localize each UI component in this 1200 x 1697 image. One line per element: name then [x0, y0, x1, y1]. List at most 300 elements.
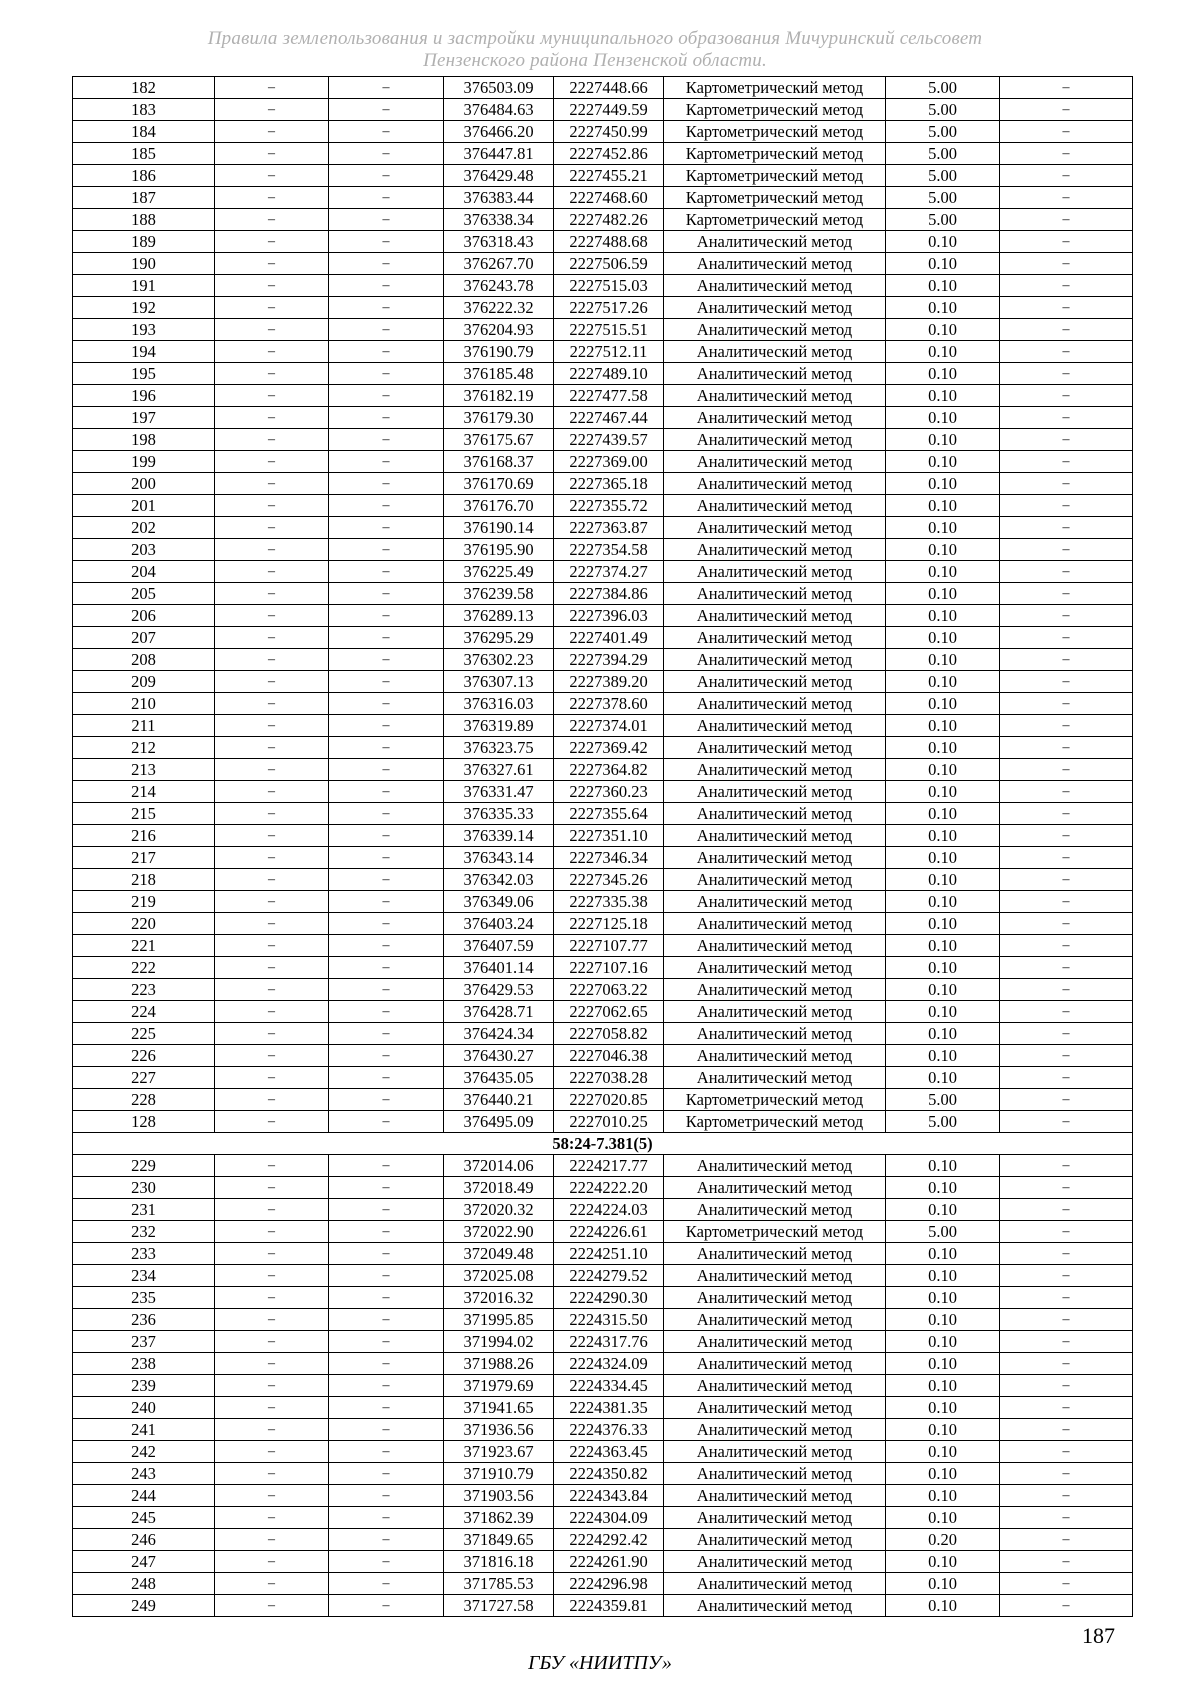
method: Аналитический метод [664, 275, 886, 297]
cell-col-3: – [329, 1331, 444, 1353]
table-row [73, 1485, 1133, 1507]
cell-col-2: – [215, 1397, 329, 1419]
cell-col-3: – [329, 957, 444, 979]
point-number: 204 [73, 561, 215, 583]
precision: 0.10 [886, 1375, 1000, 1397]
coord-x: 372022.90 [444, 1221, 554, 1243]
section-code: 58:24-7.381(5) [73, 1133, 1133, 1155]
precision: 5.00 [886, 209, 1000, 231]
cell-col-2: – [215, 627, 329, 649]
cell-col-8: – [1000, 693, 1133, 715]
precision: 5.00 [886, 77, 1000, 99]
method: Аналитический метод [664, 253, 886, 275]
cell-col-8: – [1000, 341, 1133, 363]
cell-col-3: – [329, 1111, 444, 1133]
cell-col-2: – [215, 1089, 329, 1111]
coord-y: 2224363.45 [554, 1441, 664, 1463]
precision: 0.10 [886, 341, 1000, 363]
cell-col-3: – [329, 1419, 444, 1441]
precision: 0.10 [886, 1551, 1000, 1573]
cell-col-8: – [1000, 1265, 1133, 1287]
coord-x: 376403.24 [444, 913, 554, 935]
cell-col-3: – [329, 1375, 444, 1397]
coord-x: 376190.79 [444, 341, 554, 363]
coord-y: 2227439.57 [554, 429, 664, 451]
coord-y: 2227355.72 [554, 495, 664, 517]
coord-y: 2227450.99 [554, 121, 664, 143]
method: Картометрический метод [664, 187, 886, 209]
coord-x: 372020.32 [444, 1199, 554, 1221]
point-number: 183 [73, 99, 215, 121]
method: Аналитический метод [664, 1485, 886, 1507]
table-row [73, 319, 1133, 341]
cell-col-8: – [1000, 231, 1133, 253]
method: Аналитический метод [664, 957, 886, 979]
cell-col-2: – [215, 1155, 329, 1177]
cell-col-2: – [215, 429, 329, 451]
table-row [73, 1529, 1133, 1551]
coord-x: 376176.70 [444, 495, 554, 517]
cell-col-2: – [215, 1419, 329, 1441]
table-row [73, 1199, 1133, 1221]
cell-col-3: – [329, 429, 444, 451]
table-row [73, 1265, 1133, 1287]
table-row [73, 121, 1133, 143]
point-number: 228 [73, 1089, 215, 1111]
coord-y: 2227038.28 [554, 1067, 664, 1089]
cell-col-3: – [329, 737, 444, 759]
precision: 0.10 [886, 1309, 1000, 1331]
coord-y: 2227369.42 [554, 737, 664, 759]
coord-y: 2227396.03 [554, 605, 664, 627]
coord-y: 2227401.49 [554, 627, 664, 649]
table-row [73, 407, 1133, 429]
method: Аналитический метод [664, 1419, 886, 1441]
precision: 0.10 [886, 957, 1000, 979]
cell-col-3: – [329, 1287, 444, 1309]
method: Аналитический метод [664, 385, 886, 407]
coord-x: 376447.81 [444, 143, 554, 165]
cell-col-8: – [1000, 935, 1133, 957]
cell-col-2: – [215, 1067, 329, 1089]
method: Аналитический метод [664, 1001, 886, 1023]
point-number: 214 [73, 781, 215, 803]
coord-x: 372049.48 [444, 1243, 554, 1265]
precision: 0.10 [886, 1199, 1000, 1221]
method: Аналитический метод [664, 1287, 886, 1309]
precision: 0.10 [886, 1177, 1000, 1199]
page-number: 187 [1082, 1623, 1115, 1648]
cell-col-8: – [1000, 1023, 1133, 1045]
table-row [73, 1023, 1133, 1045]
coord-x: 376243.78 [444, 275, 554, 297]
cell-col-3: – [329, 1155, 444, 1177]
cell-col-2: – [215, 1463, 329, 1485]
cell-col-3: – [329, 1397, 444, 1419]
cell-col-8: – [1000, 583, 1133, 605]
method: Аналитический метод [664, 1353, 886, 1375]
method: Аналитический метод [664, 1441, 886, 1463]
method: Картометрический метод [664, 1111, 886, 1133]
point-number: 222 [73, 957, 215, 979]
coord-x: 371785.53 [444, 1573, 554, 1595]
precision: 0.10 [886, 407, 1000, 429]
precision: 0.10 [886, 1287, 1000, 1309]
table-row [73, 473, 1133, 495]
cell-col-2: – [215, 825, 329, 847]
precision: 0.10 [886, 759, 1000, 781]
coord-y: 2227506.59 [554, 253, 664, 275]
coord-y: 2227058.82 [554, 1023, 664, 1045]
cell-col-8: – [1000, 1111, 1133, 1133]
cell-col-3: – [329, 1529, 444, 1551]
cell-col-2: – [215, 1331, 329, 1353]
coord-y: 2227517.26 [554, 297, 664, 319]
coord-x: 371849.65 [444, 1529, 554, 1551]
cell-col-2: – [215, 187, 329, 209]
coord-x: 376323.75 [444, 737, 554, 759]
precision: 0.10 [886, 363, 1000, 385]
point-number: 182 [73, 77, 215, 99]
cell-col-2: – [215, 583, 329, 605]
cell-col-8: – [1000, 517, 1133, 539]
method: Аналитический метод [664, 1199, 886, 1221]
table-row [73, 1463, 1133, 1485]
coord-x: 376195.90 [444, 539, 554, 561]
cell-col-8: – [1000, 1595, 1133, 1617]
method: Аналитический метод [664, 825, 886, 847]
cell-col-8: – [1000, 1221, 1133, 1243]
cell-col-3: – [329, 935, 444, 957]
table-row [73, 1331, 1133, 1353]
precision: 5.00 [886, 1111, 1000, 1133]
table-row [73, 1353, 1133, 1375]
coord-y: 2227452.86 [554, 143, 664, 165]
precision: 0.10 [886, 1463, 1000, 1485]
coord-x: 376302.23 [444, 649, 554, 671]
cell-col-2: – [215, 979, 329, 1001]
cell-col-3: – [329, 1485, 444, 1507]
coord-x: 376175.67 [444, 429, 554, 451]
cell-col-3: – [329, 385, 444, 407]
page-header [120, 28, 1070, 72]
point-number: 202 [73, 517, 215, 539]
cell-col-8: – [1000, 253, 1133, 275]
precision: 0.10 [886, 473, 1000, 495]
cell-col-8: – [1000, 957, 1133, 979]
cell-col-2: – [215, 1001, 329, 1023]
coord-y: 2227515.51 [554, 319, 664, 341]
coord-x: 376428.71 [444, 1001, 554, 1023]
cell-col-8: – [1000, 1529, 1133, 1551]
precision: 5.00 [886, 121, 1000, 143]
coord-y: 2227351.10 [554, 825, 664, 847]
cell-col-8: – [1000, 847, 1133, 869]
method: Аналитический метод [664, 781, 886, 803]
table-row [73, 517, 1133, 539]
method: Аналитический метод [664, 1309, 886, 1331]
point-number: 244 [73, 1485, 215, 1507]
coord-x: 372018.49 [444, 1177, 554, 1199]
cell-col-2: – [215, 1441, 329, 1463]
point-number: 221 [73, 935, 215, 957]
cell-col-3: – [329, 803, 444, 825]
precision: 5.00 [886, 143, 1000, 165]
cell-col-2: – [215, 1353, 329, 1375]
cell-col-3: – [329, 781, 444, 803]
cell-col-2: – [215, 1309, 329, 1331]
table-row [73, 1001, 1133, 1023]
table-row [73, 1155, 1133, 1177]
coord-x: 376338.34 [444, 209, 554, 231]
table-row [73, 363, 1133, 385]
coord-y: 2227010.25 [554, 1111, 664, 1133]
precision: 0.10 [886, 495, 1000, 517]
coord-x: 376401.14 [444, 957, 554, 979]
table-row [73, 803, 1133, 825]
coord-y: 2227360.23 [554, 781, 664, 803]
method: Аналитический метод [664, 1331, 886, 1353]
cell-col-8: – [1000, 319, 1133, 341]
cell-col-3: – [329, 605, 444, 627]
table-row [73, 385, 1133, 407]
cell-col-2: – [215, 781, 329, 803]
method: Аналитический метод [664, 1023, 886, 1045]
point-number: 187 [73, 187, 215, 209]
table-row [73, 297, 1133, 319]
precision: 0.10 [886, 869, 1000, 891]
cell-col-8: – [1000, 1331, 1133, 1353]
point-number: 234 [73, 1265, 215, 1287]
point-number: 243 [73, 1463, 215, 1485]
precision: 0.10 [886, 1243, 1000, 1265]
table-row [73, 957, 1133, 979]
precision: 0.10 [886, 1397, 1000, 1419]
coord-y: 2224296.98 [554, 1573, 664, 1595]
coord-y: 2224304.09 [554, 1507, 664, 1529]
coord-x: 376267.70 [444, 253, 554, 275]
table-row [73, 583, 1133, 605]
method: Аналитический метод [664, 737, 886, 759]
point-number: 232 [73, 1221, 215, 1243]
cell-col-2: – [215, 671, 329, 693]
method: Аналитический метод [664, 319, 886, 341]
coord-y: 2227346.34 [554, 847, 664, 869]
table-row [73, 1507, 1133, 1529]
coord-x: 376318.43 [444, 231, 554, 253]
table-row [73, 539, 1133, 561]
method: Аналитический метод [664, 1067, 886, 1089]
point-number: 191 [73, 275, 215, 297]
coord-y: 2227369.00 [554, 451, 664, 473]
cell-col-2: – [215, 407, 329, 429]
cell-col-8: – [1000, 495, 1133, 517]
precision: 0.10 [886, 1595, 1000, 1617]
cell-col-3: – [329, 1199, 444, 1221]
cell-col-3: – [329, 1551, 444, 1573]
precision: 0.10 [886, 275, 1000, 297]
cell-col-2: – [215, 737, 329, 759]
precision: 0.10 [886, 1265, 1000, 1287]
cell-col-3: – [329, 1463, 444, 1485]
table-row [73, 451, 1133, 473]
coord-x: 376185.48 [444, 363, 554, 385]
method: Аналитический метод [664, 935, 886, 957]
point-number: 211 [73, 715, 215, 737]
cell-col-2: – [215, 1045, 329, 1067]
method: Картометрический метод [664, 209, 886, 231]
cell-col-8: – [1000, 297, 1133, 319]
cell-col-2: – [215, 1573, 329, 1595]
point-number: 220 [73, 913, 215, 935]
page-footer: ГБУ «НИИТПУ» [528, 1652, 672, 1674]
cell-col-3: – [329, 1243, 444, 1265]
cell-col-8: – [1000, 539, 1133, 561]
cell-col-2: – [215, 715, 329, 737]
cell-col-8: – [1000, 99, 1133, 121]
cell-col-3: – [329, 583, 444, 605]
method: Аналитический метод [664, 715, 886, 737]
method: Картометрический метод [664, 99, 886, 121]
coord-y: 2224261.90 [554, 1551, 664, 1573]
cell-col-8: – [1000, 451, 1133, 473]
cell-col-2: – [215, 1485, 329, 1507]
table-row [73, 1397, 1133, 1419]
point-number: 238 [73, 1353, 215, 1375]
cell-col-3: – [329, 627, 444, 649]
coord-x: 372025.08 [444, 1265, 554, 1287]
precision: 0.10 [886, 693, 1000, 715]
precision: 0.10 [886, 1441, 1000, 1463]
table-row [73, 77, 1133, 99]
table-row [73, 781, 1133, 803]
method: Аналитический метод [664, 847, 886, 869]
coord-y: 2227468.60 [554, 187, 664, 209]
cell-col-2: – [215, 935, 329, 957]
point-number: 210 [73, 693, 215, 715]
coord-y: 2224224.03 [554, 1199, 664, 1221]
cell-col-3: – [329, 143, 444, 165]
cell-col-3: – [329, 1221, 444, 1243]
coord-x: 376179.30 [444, 407, 554, 429]
cell-col-8: – [1000, 1353, 1133, 1375]
method: Аналитический метод [664, 341, 886, 363]
precision: 0.10 [886, 605, 1000, 627]
cell-col-8: – [1000, 759, 1133, 781]
table-row [73, 341, 1133, 363]
table-row [73, 825, 1133, 847]
cell-col-2: – [215, 517, 329, 539]
point-number: 128 [73, 1111, 215, 1133]
cell-col-8: – [1000, 825, 1133, 847]
point-number: 229 [73, 1155, 215, 1177]
cell-col-2: – [215, 1287, 329, 1309]
coord-y: 2227020.85 [554, 1089, 664, 1111]
coord-y: 2227467.44 [554, 407, 664, 429]
cell-col-2: – [215, 253, 329, 275]
precision: 0.10 [886, 627, 1000, 649]
point-number: 194 [73, 341, 215, 363]
section-divider [73, 1133, 1133, 1155]
precision: 0.10 [886, 781, 1000, 803]
cell-col-3: – [329, 1309, 444, 1331]
coord-y: 2227107.77 [554, 935, 664, 957]
precision: 0.10 [886, 913, 1000, 935]
precision: 0.10 [886, 1573, 1000, 1595]
cell-col-3: – [329, 77, 444, 99]
method: Аналитический метод [664, 693, 886, 715]
method: Аналитический метод [664, 759, 886, 781]
cell-col-8: – [1000, 1067, 1133, 1089]
point-number: 216 [73, 825, 215, 847]
coord-y: 2224217.77 [554, 1155, 664, 1177]
precision: 5.00 [886, 99, 1000, 121]
cell-col-3: – [329, 825, 444, 847]
table-row [73, 1287, 1133, 1309]
coord-y: 2224376.33 [554, 1419, 664, 1441]
coord-y: 2227364.82 [554, 759, 664, 781]
coord-x: 376503.09 [444, 77, 554, 99]
point-number: 186 [73, 165, 215, 187]
cell-col-8: – [1000, 1177, 1133, 1199]
cell-col-8: – [1000, 1551, 1133, 1573]
table-row [73, 1441, 1133, 1463]
cell-col-3: – [329, 1001, 444, 1023]
coord-x: 376440.21 [444, 1089, 554, 1111]
point-number: 239 [73, 1375, 215, 1397]
cell-col-8: – [1000, 1397, 1133, 1419]
cell-col-2: – [215, 99, 329, 121]
precision: 0.10 [886, 1001, 1000, 1023]
method: Аналитический метод [664, 1155, 886, 1177]
method: Аналитический метод [664, 913, 886, 935]
cell-col-2: – [215, 1507, 329, 1529]
coordinates-table [72, 76, 1133, 1617]
method: Картометрический метод [664, 121, 886, 143]
cell-col-2: – [215, 1199, 329, 1221]
precision: 5.00 [886, 187, 1000, 209]
cell-col-8: – [1000, 473, 1133, 495]
coord-y: 2224279.52 [554, 1265, 664, 1287]
table-body-part-2 [73, 1155, 1133, 1617]
cell-col-8: – [1000, 1199, 1133, 1221]
point-number: 248 [73, 1573, 215, 1595]
coord-x: 376429.53 [444, 979, 554, 1001]
cell-col-3: – [329, 979, 444, 1001]
precision: 0.10 [886, 737, 1000, 759]
cell-col-2: – [215, 561, 329, 583]
cell-col-2: – [215, 1529, 329, 1551]
coord-x: 376327.61 [444, 759, 554, 781]
method: Аналитический метод [664, 1595, 886, 1617]
coord-x: 371941.65 [444, 1397, 554, 1419]
cell-col-3: – [329, 693, 444, 715]
table-row [73, 891, 1133, 913]
precision: 0.10 [886, 1067, 1000, 1089]
table-row [73, 1375, 1133, 1397]
cell-col-2: – [215, 1221, 329, 1243]
precision: 0.10 [886, 319, 1000, 341]
method: Аналитический метод [664, 297, 886, 319]
table-row [73, 231, 1133, 253]
precision: 0.10 [886, 649, 1000, 671]
table-row [73, 165, 1133, 187]
cell-col-3: – [329, 1507, 444, 1529]
cell-col-3: – [329, 891, 444, 913]
precision: 0.10 [886, 1155, 1000, 1177]
coord-x: 376495.09 [444, 1111, 554, 1133]
cell-col-3: – [329, 649, 444, 671]
